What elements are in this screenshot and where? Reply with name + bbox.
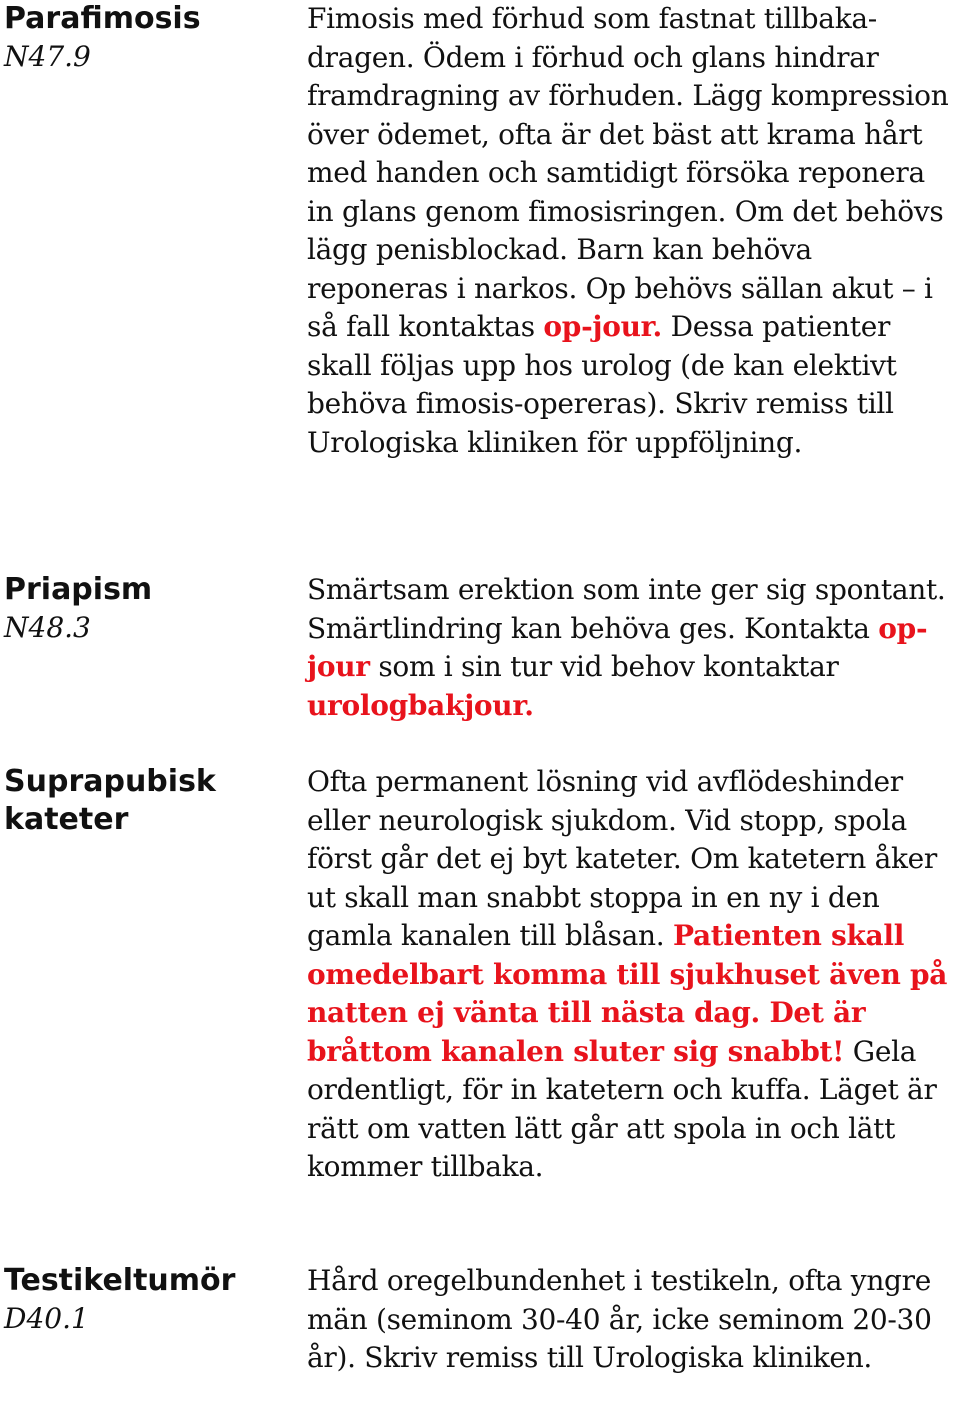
term-description [307, 763, 959, 1187]
term-title: Priapism [4, 572, 153, 607]
diagnosis-code: N48.3 [4, 611, 91, 644]
term-heading [4, 571, 294, 647]
highlighted-text: op-jour. [543, 310, 662, 343]
term-description [307, 1262, 959, 1378]
highlighted-text: op-jour [307, 611, 928, 683]
description-text: Hård oregelbundenhet i testikeln, ofta yngre män (seminom 30-40 år, icke seminom 20-30 år). Skriv remiss till Urologiska kliniken. [307, 1264, 932, 1374]
term-title: Parafimosis [4, 1, 201, 36]
highlighted-text: urologbakjour. [307, 688, 534, 722]
term-heading [4, 763, 294, 839]
diagnosis-code: D40.1 [4, 1302, 89, 1335]
term-description [307, 0, 959, 462]
diagnosis-code: N47.9 [4, 40, 91, 73]
description-text: Ofta permanent lösning vid avflödeshinder eller neurologisk sjukdom. Vid stopp, spola först går det ej byt kateter. Om katetern åker ut skall man snabbt stoppa in en ny i den gamla kanalen till blåsan. [307, 765, 937, 952]
term-heading [4, 1262, 294, 1338]
description-text: Smärtsam erektion som inte ger sig spontant. Smärtlindring kan behöva ges. Kontakta [307, 573, 946, 645]
highlighted-text: Patienten skall omedelbart komma till sjukhuset även på natten ej vänta till nästa dag. Det är bråttom kanalen sluter sig snabbt! [307, 919, 948, 1068]
description-text: Gela ordentligt, för in katetern och kuffa. Läget är rätt om vatten lätt går att spola in och lätt kommer tillbaka. [307, 1034, 937, 1183]
description-text: Dessa patienter skall följas upp hos urolog (de kan elektivt behöva fimosis-opereras). Skriv remiss till Urologiska kliniken för uppföljning. [307, 310, 897, 459]
description-text: Fimosis med förhud som fastnat tillbaka-dragen. Ödem i förhud och glans hindrar framdragning av förhuden. Lägg kompression över ödemet, ofta är det bäst att krama hårt med handen och samtidigt försöka reponera in glans genom fimosisringen. Om det behövs lägg penisblockad. Barn kan behöva reponeras i narkos. Op behövs sällan akut – i så fall kontaktas [307, 2, 949, 343]
term-heading [4, 0, 294, 76]
term-title: Testikeltumör [4, 1263, 236, 1298]
term-title: Suprapubisk kateter [4, 764, 216, 837]
term-description [307, 571, 959, 725]
description-text: som i sin tur vid behov kontaktar [369, 650, 839, 683]
